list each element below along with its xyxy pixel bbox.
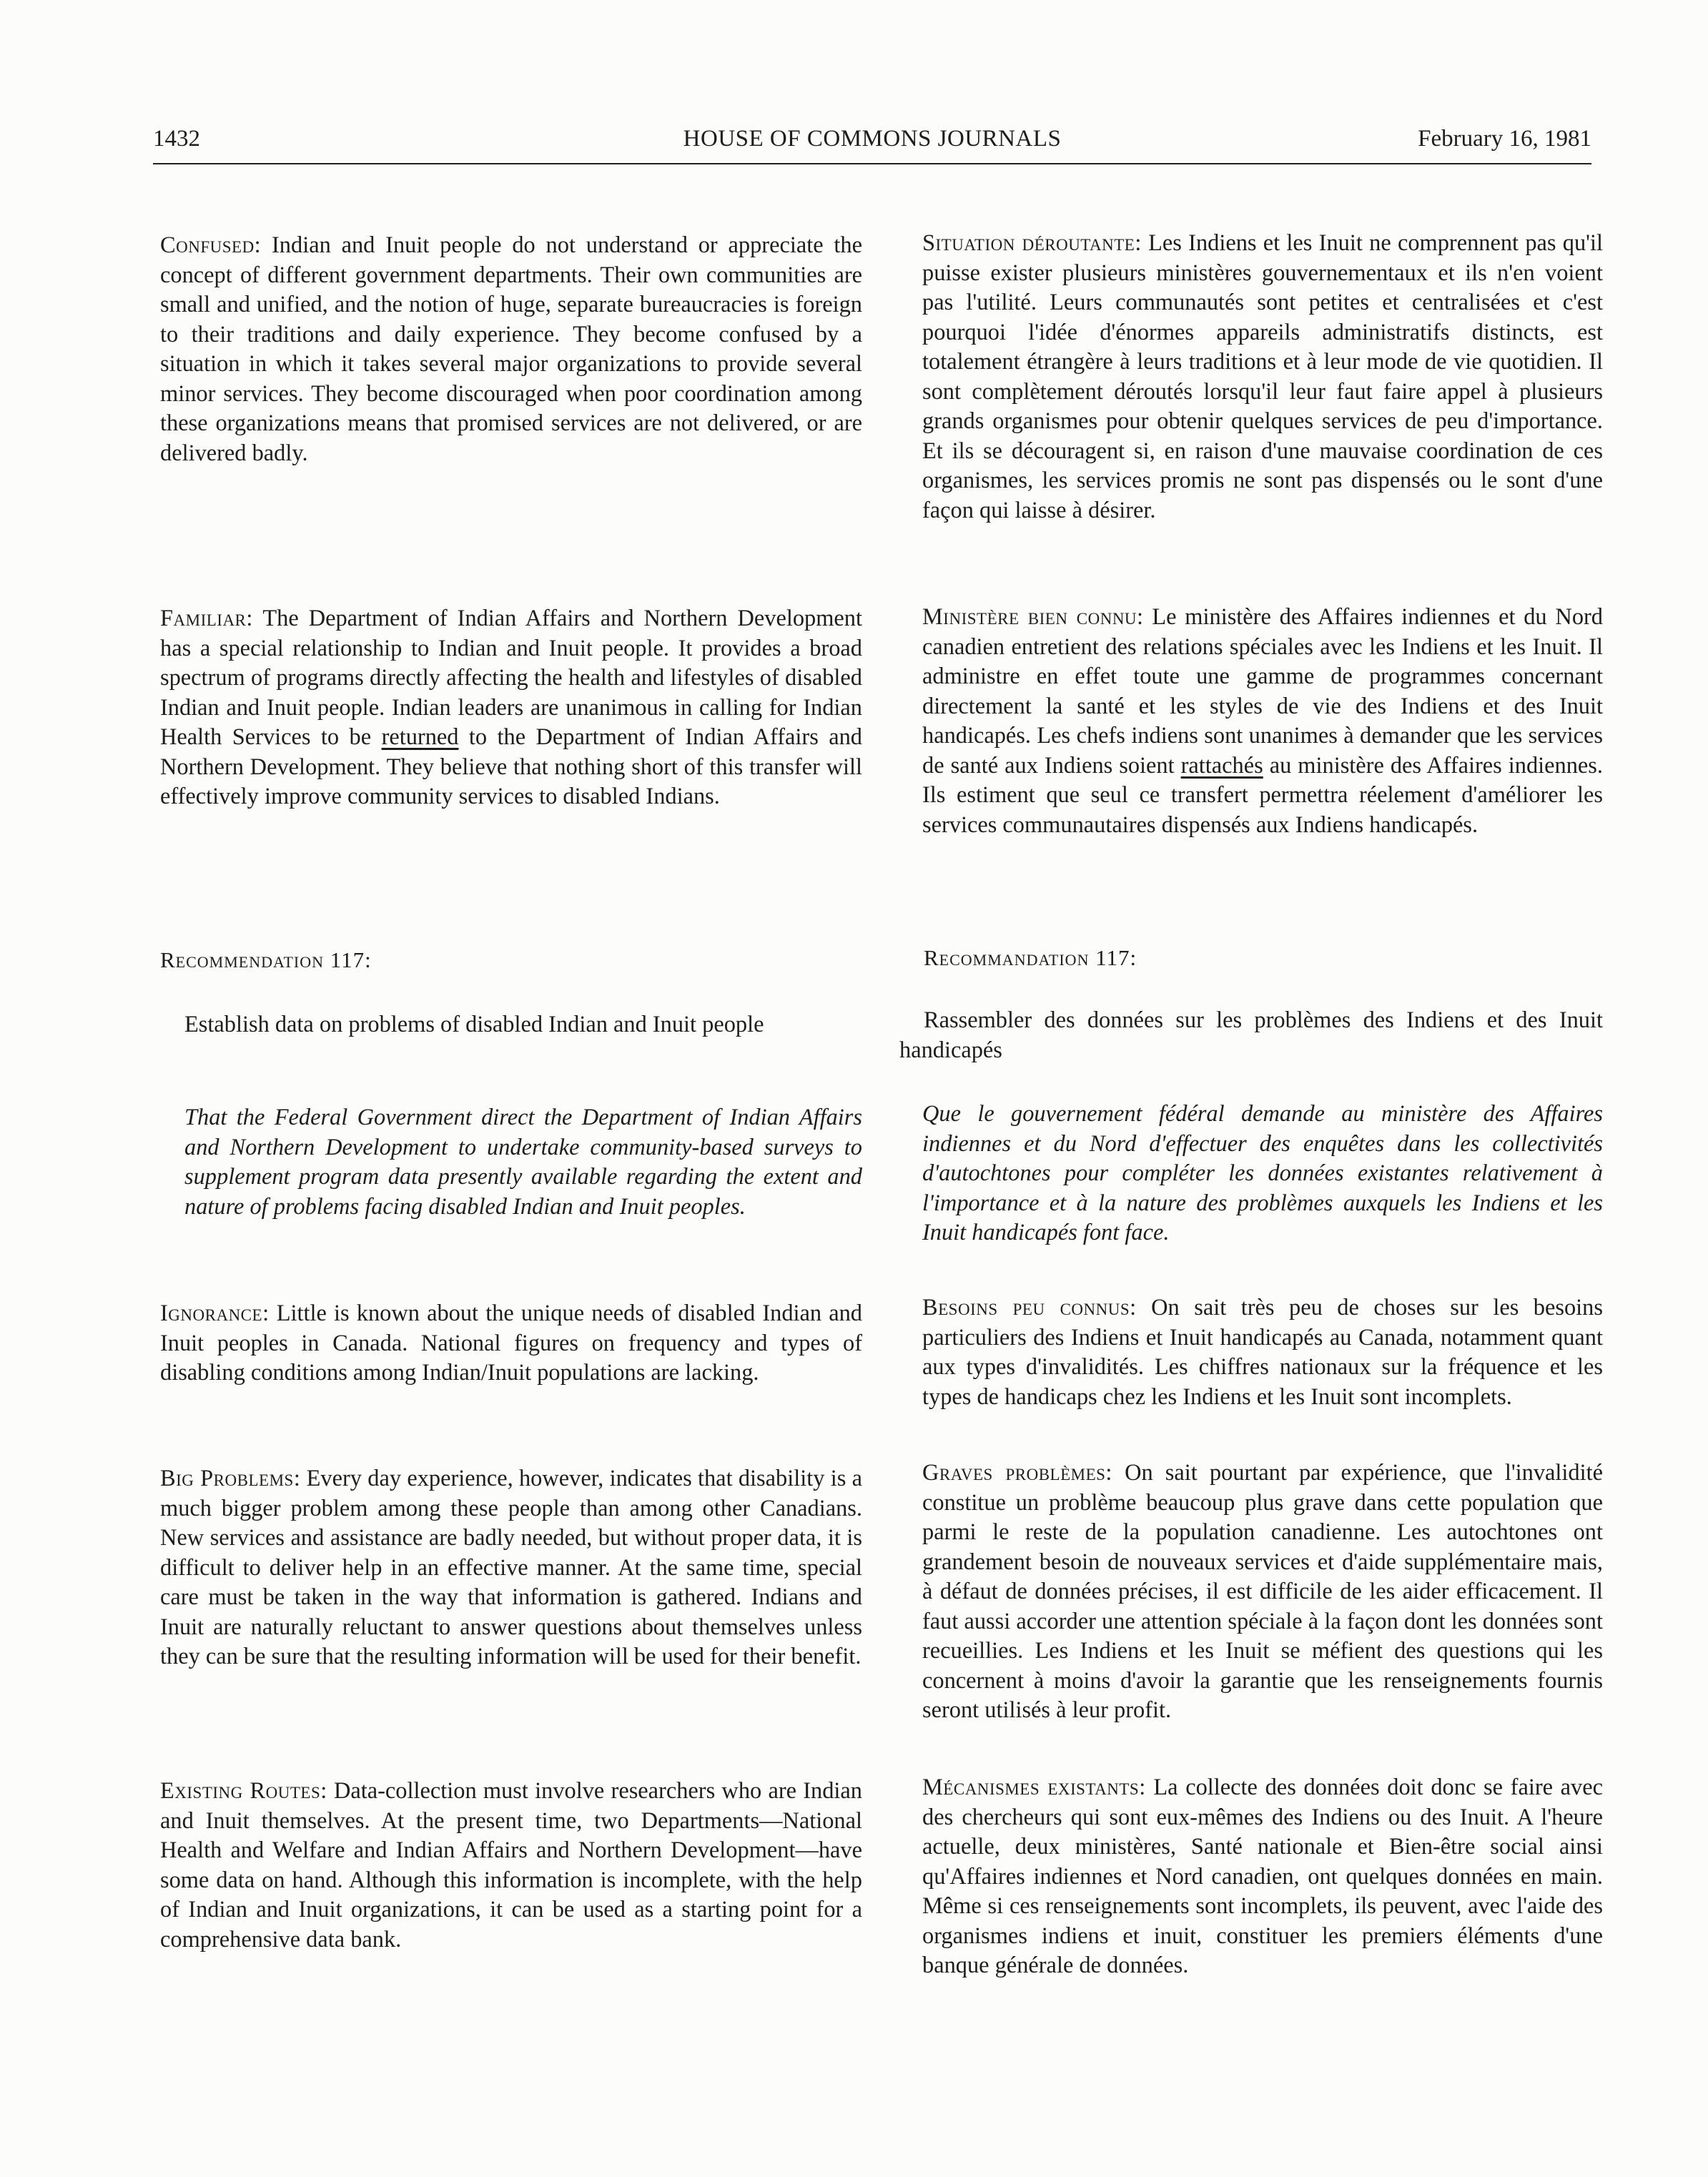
en-confused-label: Confused: (160, 232, 262, 258)
fr-graves-paragraph (922, 1458, 1603, 1726)
fr-ministere-label: Ministère bien connu: (922, 604, 1144, 630)
fr-besoins-label: Besoins peu connus: (922, 1295, 1137, 1320)
fr-ministere-underlined: rattachés (1180, 752, 1263, 779)
fr-recommendation-text: Que le gouvernement fédéral demande au ministère des Affaires indiennes et du Nord d'effectuer des enquêtes dans les collectivités d'autochtones pour compléter les données existantes relativement à l'importance et à la nature des problèmes auxquels les Indiens et les Inuit handicapés font face. (922, 1101, 1603, 1245)
en-ignorance-text: Little is known about the unique needs of disabled Indian and Inuit peoples in Canada. National figures on frequency and types of disabling conditions among Indian/Inuit populations are lacking. (160, 1300, 862, 1386)
en-recommendation-title: Establish data on problems of disabled Indian and Inuit people (184, 1012, 764, 1037)
en-familiar-text-after: to the Department of Indian Affairs and Northern Development. They believe that nothing short of this transfer will effectively improve community services to disabled Indians. (160, 724, 862, 809)
fr-graves-label: Graves problèmes: (922, 1460, 1112, 1486)
en-familiar-underlined: returned (381, 724, 459, 750)
en-ignorance-label: Ignorance: (160, 1300, 270, 1326)
en-recommendation-heading: Recommendation 117: (160, 947, 372, 972)
fr-situation-label: Situation déroutante: (922, 230, 1142, 256)
fr-ministere-text-after: au ministère des Affaires indiennes. Ils estiment que seul ce transfert permettra réelement d'améliorer les services communautaires dispensés aux Indiens handicapés. (922, 752, 1603, 838)
page-header (153, 123, 1591, 164)
en-familiar-label: Familiar: (160, 606, 253, 631)
en-existing-routes-text: Data-collection must involve researchers who are Indian and Inuit themselves. At the present time, two Departments—National Health and Welfare and Indian Affairs and Northern Development—have some data on hand. Although this information is incomplete, with the help of Indian and Inuit organizations, it can be used as a starting point for a comprehensive data bank. (160, 1778, 862, 1953)
fr-besoins-paragraph (922, 1293, 1603, 1412)
fr-ministere-text-before: Le ministère des Affaires indiennes et du Nord canadien entretient des relations spéciales avec les Indiens et les Inuit. Il administre en effet toute une gamme de programmes concernant directement la santé et les styles de vie des Indiens et des Inuit handicapés. Les chefs indiens sont unanimes à demander que les services de santé aux Indiens soient (922, 604, 1603, 779)
en-big-problems-label: Big Problems: (160, 1466, 301, 1491)
en-confused-text: Indian and Inuit people do not understand or appreciate the concept of different government departments. Their own communities are small and unified, and the notion of huge, separate bureaucracies is foreign to their traditions and daily experience. They become confused by a situation in which it takes several major organizations to provide several minor services. They become discouraged when poor coordination among these organizations means that promised services are not delivered, or are delivered badly. (160, 232, 862, 466)
en-confused-paragraph (160, 231, 862, 468)
journal-title: HOUSE OF COMMONS JOURNALS (683, 126, 1062, 152)
en-big-problems-paragraph (160, 1464, 862, 1672)
fr-mecanismes-text: La collecte des données doit donc se faire avec des chercheurs qui sont eux-mêmes des Indiens ou des Inuit. A l'heure actuelle, deux ministères, Santé nationale et Bien-être social ainsi qu'Affaires indiennes et Nord canadien, ont quelques données en main. Même si ces renseignements sont incomplets, ils peuvent, avec l'aide des organismes indiens et inuit, constituer les premiers éléments d'une banque générale de données. (922, 1774, 1603, 1978)
fr-recommendation-title: Rassembler des données sur les problèmes des Indiens et des Inuit handicapés (899, 1007, 1603, 1063)
fr-ministere-paragraph (922, 603, 1603, 840)
fr-situation-text: Les Indiens et les Inuit ne comprennent pas qu'il puisse exister plusieurs ministères gouvernementaux et ils n'en voient pas l'utilité. Leurs communautés sont petites et centralisées et c'est pourquoi l'idée d'énormes appareils administratifs distincts, est totalement étrangère à leurs traditions et à leur mode de vie quotidien. Il sont complètement déroutés lorsqu'il leur faut faire appel à plusieurs grands organismes pour obtenir quelques services de peu d'importance. Et ils se découragent si, en raison d'une mauvaise coordination de ces organismes, les services promis ne sont pas dispensés ou le sont d'une façon qui laisse à désirer. (922, 230, 1603, 523)
en-big-problems-text: Every day experience, however, indicates that disability is a much bigger problem among these people than among other Canadians. New services and assistance are badly needed, but without proper data, it is difficult to deliver help in an effective manner. At the same time, special care must be taken in the way that information is gathered. Indians and Inuit are naturally reluctant to answer questions about themselves unless they can be sure that the resulting information will be used for their benefit. (160, 1466, 862, 1669)
page-number: 1432 (153, 126, 200, 152)
fr-mecanismes-label: Mécanismes existants: (922, 1774, 1146, 1800)
en-recommendation-text: That the Federal Government direct the Department of Indian Affairs and Northern Development to undertake community-based surveys to supplement program data presently available regarding the extent and nature of problems facing disabled Indian and Inuit peoples. (184, 1105, 862, 1220)
en-familiar-text-before: The Department of Indian Affairs and Northern Development has a special relationship to Indian and Inuit people. It provides a broad spectrum of programs directly affecting the health and lifestyles of disabled Indian and Inuit people. Indian leaders are unanimous in calling for Indian Health Services to be (160, 606, 862, 750)
fr-situation-paragraph (922, 229, 1603, 525)
fr-recommendation-heading: Recommandation 117: (924, 945, 1137, 970)
fr-graves-text: On sait pourtant par expérience, que l'invalidité constitue un problème beaucoup plus grave dans cette population que parmi le reste de la population canadienne. Les autochtones ont grandement besoin de nouveaux services et d'aide supplémentaire mais, à défaut de données précises, il est difficile de les aider efficacement. Il faut aussi accorder une attention spéciale à la façon dont les données sont recueillies. Les Indiens et les Inuit se méfient des questions qui les concernent à moins d'avoir la garantie que les renseignements fournis seront utilisés à leur profit. (922, 1460, 1603, 1723)
en-familiar-paragraph (160, 604, 862, 812)
page-date: February 16, 1981 (1418, 126, 1591, 152)
en-ignorance-paragraph (160, 1299, 862, 1388)
fr-mecanismes-paragraph (922, 1773, 1603, 1981)
en-existing-routes-label: Existing Routes: (160, 1778, 327, 1804)
fr-besoins-text: On sait très peu de choses sur les besoins particuliers des Indiens et Inuit handicapés au Canada, notamment quant aux types d'invalidités. Les chiffres nationaux sur la fréquence et les types de handicaps chez les Indiens et les Inuit sont incomplets. (922, 1295, 1603, 1410)
en-existing-routes-paragraph (160, 1777, 862, 1955)
